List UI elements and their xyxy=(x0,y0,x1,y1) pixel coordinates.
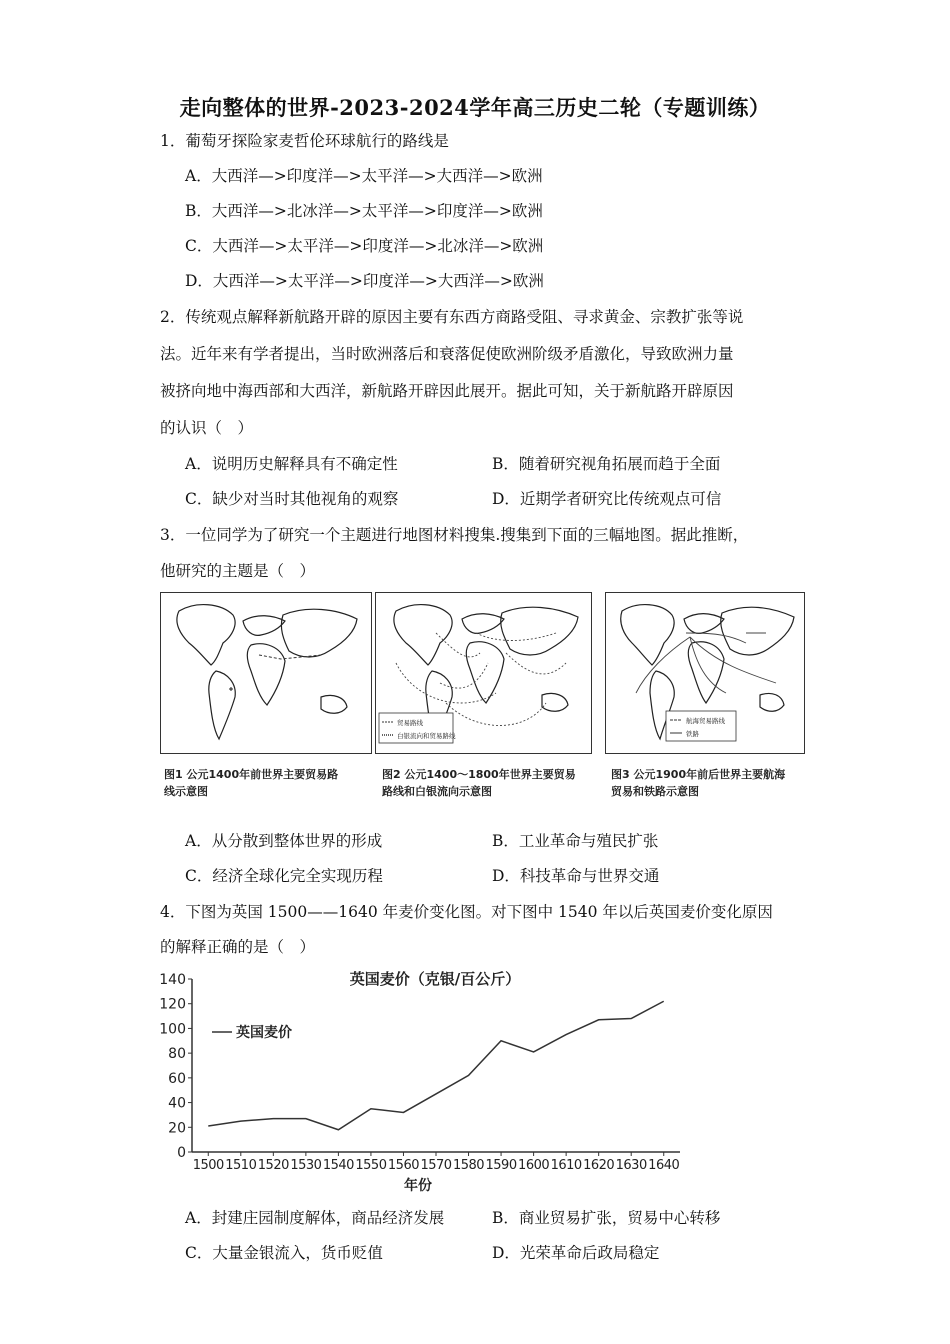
x-tick-label: 1530 xyxy=(290,1158,322,1173)
y-tick-label: 40 xyxy=(168,1095,186,1112)
q3-option-c[interactable]: C．经济全球化完全实现历程 xyxy=(185,867,383,885)
q1-option-d[interactable]: D．大西洋—>太平洋—>印度洋—>大西洋—>欧洲 xyxy=(185,272,544,290)
y-tick-label: 100 xyxy=(160,1021,186,1038)
x-tick-label: 1580 xyxy=(452,1158,485,1173)
q1-option-b[interactable]: B．大西洋—>北冰洋—>太平洋—>印度洋—>欧洲 xyxy=(185,202,543,220)
x-tick-label: 1510 xyxy=(225,1158,257,1173)
wheat-price-chart-svg xyxy=(160,962,700,1197)
x-tick-label: 1600 xyxy=(518,1158,550,1173)
x-axis-label: 年份 xyxy=(404,1178,432,1194)
q2-option-a[interactable]: A．说明历史解释具有不确定性 xyxy=(185,455,398,473)
q2-stem-line-4: 的认识（ ） xyxy=(160,419,254,437)
q2-stem-line-3: 被挤向地中海西部和大西洋，新航路开辟因此展开。据此可知，关于新航路开辟原因 xyxy=(160,382,734,400)
y-tick-label: 120 xyxy=(160,996,186,1013)
wheat-price-series-line xyxy=(208,1001,663,1130)
x-tick-label: 1630 xyxy=(615,1158,647,1173)
map-2 xyxy=(375,592,592,754)
q2-option-c[interactable]: C．缺少对当时其他视角的观察 xyxy=(185,490,399,508)
x-tick-label: 1520 xyxy=(257,1158,289,1173)
q2-stem-line-2: 法。近年来有学者提出，当时欧洲落后和衰落促使欧洲阶级矛盾激化，导致欧洲力量 xyxy=(160,345,734,363)
world-map-1-image xyxy=(161,593,371,753)
q2-option-b[interactable]: B．随着研究视角拓展而趋于全面 xyxy=(492,455,721,473)
y-tick-label: 0 xyxy=(177,1145,186,1161)
q3-stem-line-2: 他研究的主题是（ ） xyxy=(160,562,316,580)
y-tick-label: 80 xyxy=(168,1046,186,1063)
page-title: 走向整体的世界-2023-2024学年高三历史二轮（专题训练） xyxy=(179,95,771,120)
map-3-caption-line-1: 图3 公元1900年前后世界主要航海 xyxy=(611,768,786,781)
map-2-caption-line-1: 图2 公元1400～1800年世界主要贸易 xyxy=(382,768,576,781)
map-2-caption-line-2: 路线和白银流向示意图 xyxy=(382,785,492,798)
world-map-2-image xyxy=(376,593,591,753)
legend-label: 英国麦价 xyxy=(236,1025,292,1041)
q4-option-c[interactable]: C．大量金银流入，货币贬值 xyxy=(185,1244,383,1262)
q3-option-a[interactable]: A．从分散到整体世界的形成 xyxy=(185,832,383,850)
q4-stem-line-2: 的解释正确的是（ ） xyxy=(160,938,316,956)
map-3-legend-2: 铁路 xyxy=(686,730,699,738)
x-tick-label: 1550 xyxy=(355,1158,387,1173)
map-1-caption xyxy=(164,766,338,800)
q3-map-figures xyxy=(160,592,805,802)
wheat-price-chart xyxy=(160,962,700,1197)
map-1-caption-line-1: 图1 公元1400年前世界主要贸易路 xyxy=(164,768,339,781)
q4-option-d[interactable]: D．光荣革命后政局稳定 xyxy=(492,1244,660,1262)
map-2-caption xyxy=(382,766,576,800)
map-3-legend-1: 航海贸易路线 xyxy=(686,717,725,725)
y-tick-label: 60 xyxy=(168,1070,186,1087)
x-tick-label: 1560 xyxy=(387,1158,420,1173)
q1-option-c[interactable]: C．大西洋—>太平洋—>印度洋—>北冰洋—>欧洲 xyxy=(185,237,544,255)
world-map-3-image xyxy=(606,593,804,753)
q3-option-b[interactable]: B．工业革命与殖民扩张 xyxy=(492,832,659,850)
map-1-caption-line-2: 线示意图 xyxy=(164,785,208,798)
q2-stem-line-1: 2．传统观点解释新航路开辟的原因主要有东西方商路受阻、寻求黄金、宗教扩张等说 xyxy=(160,308,744,326)
x-tick-label: 1610 xyxy=(550,1158,582,1173)
x-tick-label: 1540 xyxy=(322,1158,354,1173)
x-tick-label: 1620 xyxy=(583,1158,615,1173)
q3-stem-line-1: 3．一位同学为了研究一个主题进行地图材料搜集.搜集到下面的三幅地图。据此推断， xyxy=(160,526,749,544)
x-tick-label: 1590 xyxy=(485,1158,517,1173)
q1-option-a[interactable]: A．大西洋—>印度洋—>太平洋—>大西洋—>欧洲 xyxy=(185,167,543,185)
x-tick-label: 1570 xyxy=(420,1158,452,1173)
x-tick-label: 1640 xyxy=(648,1158,680,1173)
y-tick-label: 140 xyxy=(160,972,186,988)
y-tick-label: 20 xyxy=(168,1120,186,1137)
map-3 xyxy=(605,592,805,754)
q1-stem: 1．葡萄牙探险家麦哲伦环球航行的路线是 xyxy=(160,132,449,150)
q4-stem-line-1: 4．下图为英国 1500——1640 年麦价变化图。对下图中 1540 年以后英国麦价变化原因 xyxy=(160,903,773,921)
map-3-caption-line-2: 贸易和铁路示意图 xyxy=(611,785,699,798)
q2-option-d[interactable]: D．近期学者研究比传统观点可信 xyxy=(492,490,722,508)
map-2-legend-1: 贸易路线 xyxy=(397,719,423,727)
chart-title: 英国麦价（克银/百公斤） xyxy=(349,970,521,988)
q3-option-d[interactable]: D．科技革命与世界交通 xyxy=(492,867,660,885)
q4-option-b[interactable]: B．商业贸易扩张，贸易中心转移 xyxy=(492,1209,721,1227)
q4-option-a[interactable]: A．封建庄园制度解体，商品经济发展 xyxy=(185,1209,445,1227)
x-tick-label: 1500 xyxy=(192,1158,224,1173)
map-2-legend-2: 白银流向和贸易路线 xyxy=(397,732,456,740)
map-1 xyxy=(160,592,372,754)
map-3-caption xyxy=(611,766,785,800)
